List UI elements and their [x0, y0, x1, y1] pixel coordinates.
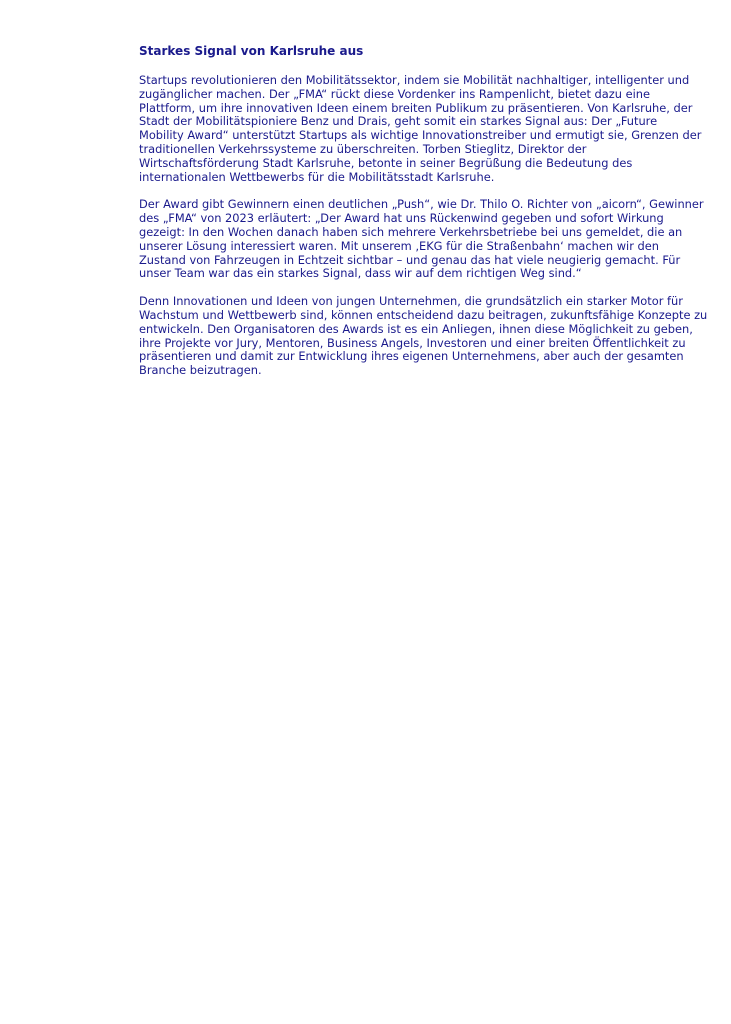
article: [139, 44, 719, 392]
article-paragraph-3: Denn Innovationen und Ideen von jungen Unternehmen, die grundsätzlich ein starker Motor für Wachstum und Wettbewerb sind, können entscheidend dazu beitragen, zukunftsfähige Konzepte zu entwickeln. Den Organisatoren des Awards ist es ein Anliegen, ihnen diese Möglichkeit zu geben, ihre Projekte vor Jury, Mentoren, Business Angels, Investoren und einer breiten Öffentlichkeit zu präsentieren und damit zur Entwicklung ihres eigenen Unternehmens, aber auch der gesamten Branche beizutragen.: [139, 294, 708, 378]
article-paragraph-2: Der Award gibt Gewinnern einen deutlichen „Push“, wie Dr. Thilo O. Richter von „aicorn“, Gewinner des „FMA“ von 2023 erläutert: „Der Award hat uns Rückenwind gegeben und sofort Wirkung gezeigt: In den Wochen danach haben sich mehrere Verkehrsbetriebe bei uns gemeldet, die an unserer Lösung interessiert waren. Mit unserem ‚EKG für die Straßenbahn‘ machen wir den Zustand von Fahrzeugen in Echtzeit sichtbar – und genau das hat viele neugierig gemacht. Für unser Team war das ein starkes Signal, dass wir auf dem richtigen Weg sind.“: [139, 197, 704, 281]
article-title: Starkes Signal von Karlsruhe aus: [139, 44, 364, 58]
article-paragraph-1: Startups revolutionieren den Mobilitätssektor, indem sie Mobilität nachhaltiger, intelligenter und zugänglicher machen. Der „FMA“ rückt diese Vordenker ins Rampenlicht, bietet dazu eine Plattform, um ihre innovativen Ideen einem breiten Publikum zu präsentieren. Von Karlsruhe, der Stadt der Mobilitätspioniere Benz und Drais, geht somit ein starkes Signal aus: Der „Future Mobility Award“ unterstützt Startups als wichtige Innovationstreiber und ermutigt sie, Grenzen der traditionellen Verkehrssysteme zu überschreiten. Torben Stieglitz, Direktor der Wirtschaftsförderung Stadt Karlsruhe, betonte in seiner Begrüßung die Bedeutung des internationalen Wettbewerbs für die Mobilitätsstadt Karlsruhe.: [139, 73, 702, 184]
